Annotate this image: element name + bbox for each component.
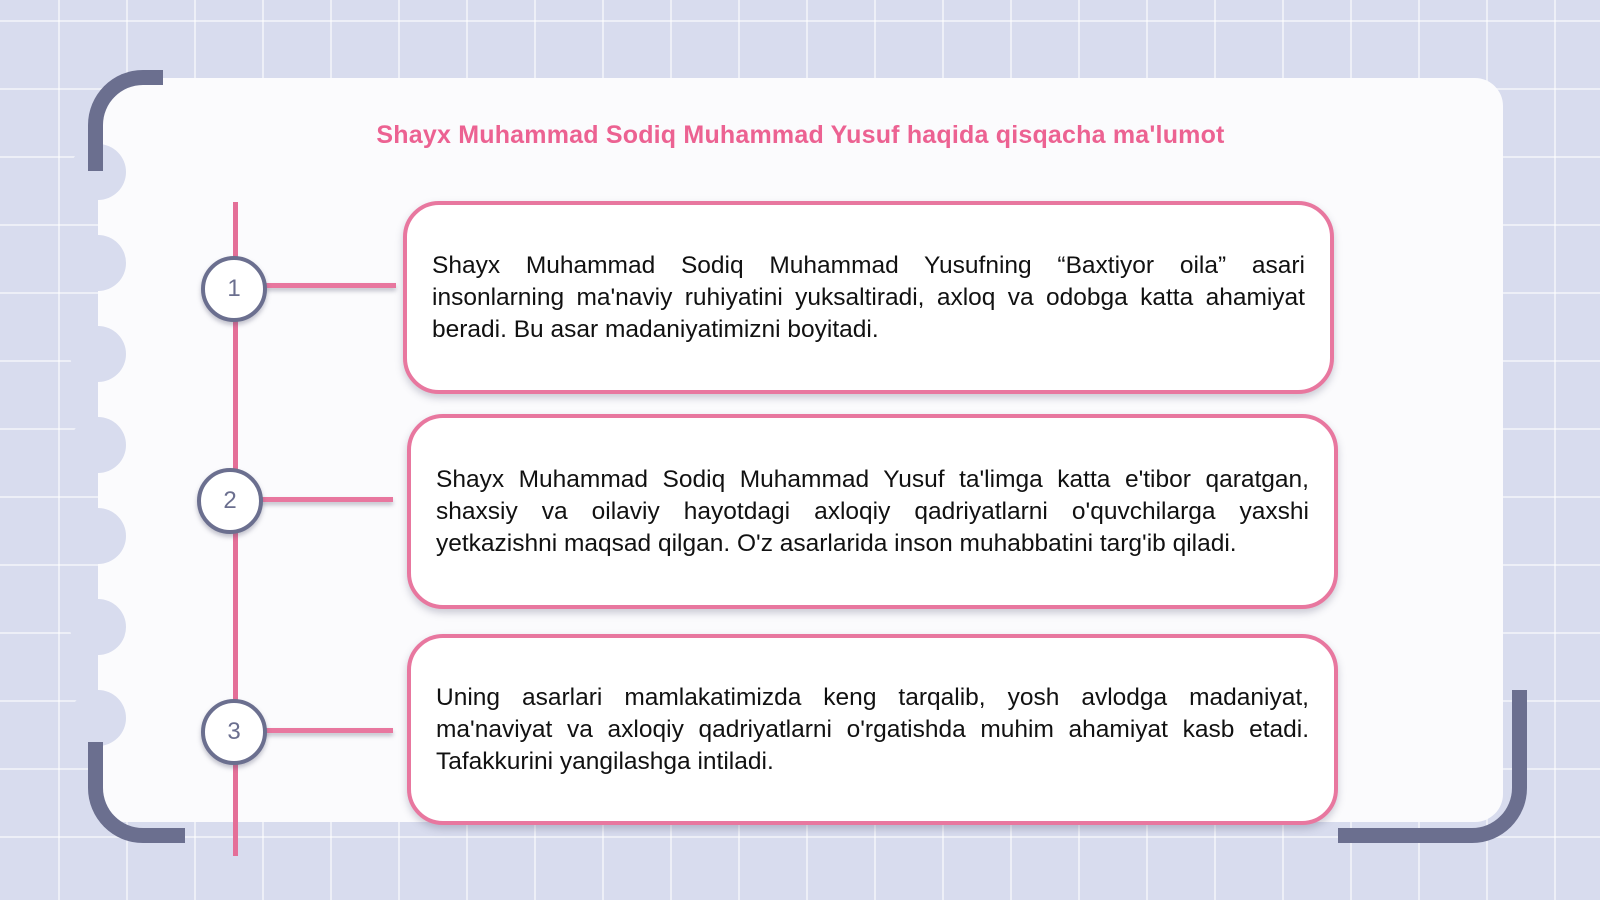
info-card-text: Shayx Muhammad Sodiq Muhammad Yusuf ta'limga katta e'tibor qaratgan, shaxsiy va oilaviy hayotdagi axloqiy qadriyatlarni o'quvchilarga yaxshi yetkazishni maqsad qilgan. O'z asarlarida inson muhabbatini targ'ib qiladi. — [436, 465, 1309, 557]
frame-corner-bottom-right — [1338, 690, 1527, 843]
binder-hole — [70, 690, 126, 746]
slide-title: Shayx Muhammad Sodiq Muhammad Yusuf haqida qisqacha ma'lumot — [376, 121, 1225, 149]
info-card-2 — [407, 414, 1338, 609]
step-number-1: 1 — [201, 256, 267, 322]
info-card-1 — [403, 201, 1334, 394]
step-number-2: 2 — [197, 468, 263, 534]
frame-corner-bottom-left — [88, 742, 185, 843]
info-card-text: Uning asarlari mamlakatimizda keng tarqalib, yosh avlodga madaniyat, ma'naviyat va axloqiy qadriyatlarni o'rgatishda muhim ahamiyat kasb etadi. Tafakkurini yangilashga intiladi. — [436, 683, 1309, 775]
timeline-connector — [260, 497, 393, 502]
timeline-connector — [262, 728, 393, 733]
binder-hole — [70, 599, 126, 655]
timeline-connector — [262, 283, 396, 288]
info-card-3 — [407, 634, 1338, 825]
step-number-3: 3 — [201, 699, 267, 765]
info-card-text: Shayx Muhammad Sodiq Muhammad Yusufning “Baxtiyor oila” asari insonlarning ma'naviy ruhiyatini yuksaltiradi, axloq va odobga katta ahamiyat beradi. Bu asar madaniyatimizni boyitadi. — [432, 251, 1305, 343]
binder-hole — [70, 235, 126, 291]
binder-hole — [70, 326, 126, 382]
binder-hole — [70, 417, 126, 473]
binder-hole — [70, 508, 126, 564]
